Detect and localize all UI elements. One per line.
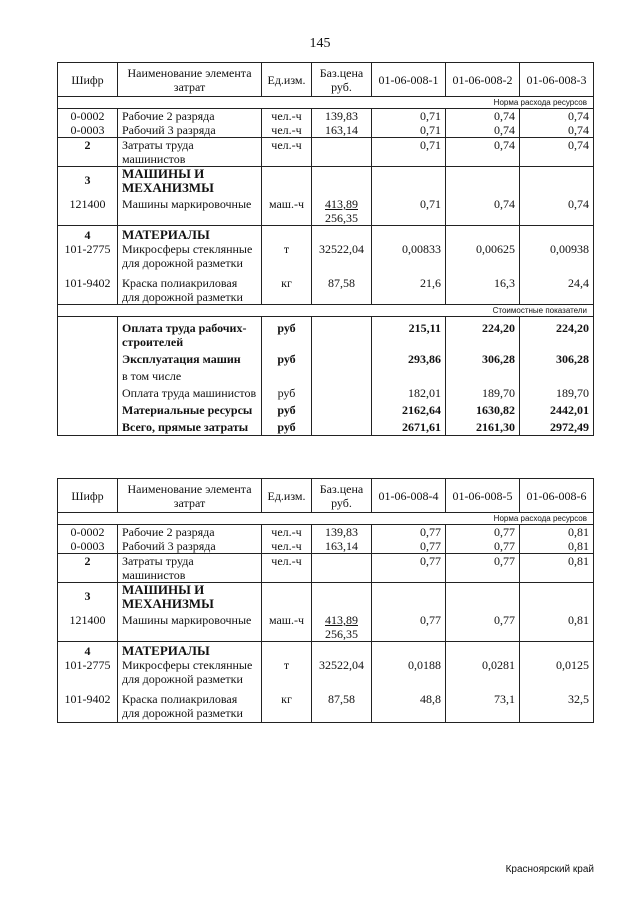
cell-code: 0-0003 — [58, 539, 118, 554]
header-col-1: 01-06-008-1 — [372, 63, 446, 97]
cell-value: 24,4 — [520, 270, 594, 305]
cell-value: 16,3 — [446, 270, 520, 305]
cell-code: 3 — [58, 583, 118, 612]
cell-value: 0,00625 — [446, 242, 520, 270]
cell-price — [312, 611, 372, 642]
summary-row — [58, 317, 594, 350]
cell-unit: чел.-ч — [262, 138, 312, 167]
cell-unit: т — [262, 658, 312, 686]
cell-value: 32,5 — [520, 686, 594, 723]
cell-price: 87,58 — [312, 270, 372, 305]
summary-name: Эксплуатация машин — [118, 349, 262, 366]
cell-value: 0,71 — [372, 138, 446, 167]
cell-code: 0-0003 — [58, 123, 118, 138]
cell-unit: маш.-ч — [262, 195, 312, 226]
table-row — [58, 109, 594, 124]
summary-value: 215,11 — [372, 317, 446, 350]
cell-code: 121400 — [58, 611, 118, 642]
cell-unit: т — [262, 242, 312, 270]
table-row — [58, 123, 594, 138]
cell-price: 87,58 — [312, 686, 372, 723]
summary-value: 306,28 — [520, 349, 594, 366]
summary-value: 2162,64 — [372, 400, 446, 417]
header-code: Шифр — [58, 63, 118, 97]
cell-value: 0,0281 — [446, 658, 520, 686]
summary-name: Оплата труда рабочих-строителей — [118, 317, 262, 350]
cell-code: 101-2775 — [58, 242, 118, 270]
header-col-2: 01-06-008-2 — [446, 63, 520, 97]
cell-code: 3 — [58, 167, 118, 196]
cell-value: 73,1 — [446, 686, 520, 723]
cell-value: 48,8 — [372, 686, 446, 723]
header-name: Наименование элемента затрат — [118, 63, 262, 97]
cell-price: 163,14 — [312, 123, 372, 138]
header-unit: Ед.изм. — [262, 479, 312, 513]
cell-name: Рабочие 2 разряда — [118, 525, 262, 540]
summary-row — [58, 366, 594, 383]
header-col-3: 01-06-008-3 — [520, 63, 594, 97]
header-price: Баз.цена руб. — [312, 479, 372, 513]
header-col-1: 01-06-008-4 — [372, 479, 446, 513]
table-row — [58, 539, 594, 554]
cell-value: 0,0125 — [520, 658, 594, 686]
summary-row — [58, 349, 594, 366]
cell-price — [312, 138, 372, 167]
section-title: МАТЕРИАЛЫ — [118, 226, 262, 243]
cell-unit: чел.-ч — [262, 539, 312, 554]
summary-unit: руб — [262, 417, 312, 436]
cell-value: 0,77 — [372, 554, 446, 583]
summary-value: 2442,01 — [520, 400, 594, 417]
table-header-row — [58, 479, 594, 513]
header-name: Наименование элемента затрат — [118, 479, 262, 513]
cell-value: 0,81 — [520, 539, 594, 554]
table-row — [58, 658, 594, 686]
summary-unit: руб — [262, 317, 312, 350]
cell-value: 0,74 — [446, 138, 520, 167]
cell-value: 0,77 — [372, 525, 446, 540]
cell-unit: кг — [262, 270, 312, 305]
cell-value: 0,74 — [520, 109, 594, 124]
header-code: Шифр — [58, 479, 118, 513]
cell-code: 121400 — [58, 195, 118, 226]
cell-value: 0,74 — [446, 109, 520, 124]
cell-price: 139,83 — [312, 109, 372, 124]
cell-name: Краска полиакриловая для дорожной разметки — [118, 270, 262, 305]
header-col-3: 01-06-008-6 — [520, 479, 594, 513]
cell-name: Рабочий 3 разряда — [118, 539, 262, 554]
summary-value: 2671,61 — [372, 417, 446, 436]
cell-code: 4 — [58, 226, 118, 243]
cell-value: 0,77 — [446, 539, 520, 554]
cell-unit: чел.-ч — [262, 123, 312, 138]
cell-name: Микросферы стеклянные для дорожной разметки — [118, 658, 262, 686]
cell-code: 0-0002 — [58, 109, 118, 124]
table-header-row — [58, 63, 594, 97]
cell-name: Машины маркировочные — [118, 611, 262, 642]
cell-value: 0,81 — [520, 554, 594, 583]
cell-value: 0,77 — [446, 611, 520, 642]
cell-name: Краска полиакриловая для дорожной разметки — [118, 686, 262, 723]
summary-value: 2972,49 — [520, 417, 594, 436]
cell-value: 0,71 — [372, 109, 446, 124]
summary-unit: руб — [262, 400, 312, 417]
summary-row — [58, 383, 594, 400]
section-row — [58, 226, 594, 243]
cell-name: Машины маркировочные — [118, 195, 262, 226]
summary-row — [58, 417, 594, 436]
cell-code: 0-0002 — [58, 525, 118, 540]
summary-value: 189,70 — [520, 383, 594, 400]
cell-value: 0,74 — [520, 138, 594, 167]
section-title: МАШИНЫ И МЕХАНИЗМЫ — [118, 167, 262, 196]
cell-value: 0,77 — [372, 611, 446, 642]
cell-value: 0,00938 — [520, 242, 594, 270]
summary-name: Материальные ресурсы — [118, 400, 262, 417]
cell-price: 32522,04 — [312, 242, 372, 270]
cell-name: Микросферы стеклянные для дорожной разметки — [118, 242, 262, 270]
cell-price — [312, 195, 372, 226]
cell-name: Рабочие 2 разряда — [118, 109, 262, 124]
section-title: МАШИНЫ И МЕХАНИЗМЫ — [118, 583, 262, 612]
cell-price: 139,83 — [312, 525, 372, 540]
summary-value: 2161,30 — [446, 417, 520, 436]
cell-name: Затраты труда машинистов — [118, 554, 262, 583]
cell-unit: чел.-ч — [262, 554, 312, 583]
summary-name: Всего, прямые затраты — [118, 417, 262, 436]
cell-value: 0,74 — [446, 123, 520, 138]
cell-code: 2 — [58, 554, 118, 583]
summary-unit: руб — [262, 349, 312, 366]
summary-value: 224,20 — [520, 317, 594, 350]
cell-name: Затраты труда машинистов — [118, 138, 262, 167]
table-row — [58, 270, 594, 305]
header-price: Баз.цена руб. — [312, 63, 372, 97]
cell-value: 0,71 — [372, 123, 446, 138]
cell-unit: чел.-ч — [262, 525, 312, 540]
price-base: 256,35 — [325, 627, 358, 641]
cell-value: 21,6 — [372, 270, 446, 305]
table-row — [58, 686, 594, 723]
norm-label: Норма расхода ресурсов — [58, 513, 594, 525]
header-unit: Ед.изм. — [262, 63, 312, 97]
cell-price — [312, 554, 372, 583]
summary-value: 189,70 — [446, 383, 520, 400]
cell-value: 0,77 — [372, 539, 446, 554]
price-current: 413,89 — [325, 197, 358, 211]
cell-price: 163,14 — [312, 539, 372, 554]
cell-price: 32522,04 — [312, 658, 372, 686]
table-row — [58, 138, 594, 167]
table-row — [58, 242, 594, 270]
price-base: 256,35 — [325, 211, 358, 225]
cell-code: 101-9402 — [58, 686, 118, 723]
cell-code: 101-2775 — [58, 658, 118, 686]
table-row — [58, 554, 594, 583]
summary-value: 1630,82 — [446, 400, 520, 417]
footer-region: Красноярский край — [505, 864, 594, 875]
summary-value: 224,20 — [446, 317, 520, 350]
norm-table-2 — [57, 478, 594, 723]
section-row — [58, 167, 594, 196]
cell-value: 0,00833 — [372, 242, 446, 270]
section-title: МАТЕРИАЛЫ — [118, 642, 262, 659]
cell-unit: кг — [262, 686, 312, 723]
norm-label-row — [58, 513, 594, 525]
cell-name: Рабочий 3 разряда — [118, 123, 262, 138]
summary-value: 182,01 — [372, 383, 446, 400]
cell-value: 0,81 — [520, 525, 594, 540]
cell-unit: маш.-ч — [262, 611, 312, 642]
page-number: 145 — [309, 36, 331, 51]
cell-value: 0,0188 — [372, 658, 446, 686]
cost-label: Стоимостные показатели — [58, 305, 594, 317]
cell-value: 0,71 — [372, 195, 446, 226]
cell-value: 0,77 — [446, 525, 520, 540]
section-row — [58, 642, 594, 659]
summary-name: в том числе — [118, 366, 262, 383]
summary-row — [58, 400, 594, 417]
summary-unit: руб — [262, 383, 312, 400]
table-row — [58, 525, 594, 540]
norm-label: Норма расхода ресурсов — [58, 97, 594, 109]
cell-code: 2 — [58, 138, 118, 167]
cell-value: 0,81 — [520, 611, 594, 642]
cell-code: 4 — [58, 642, 118, 659]
section-row — [58, 583, 594, 612]
cell-unit: чел.-ч — [262, 109, 312, 124]
header-col-2: 01-06-008-5 — [446, 479, 520, 513]
table-row — [58, 195, 594, 226]
cell-code: 101-9402 — [58, 270, 118, 305]
price-current: 413,89 — [325, 613, 358, 627]
summary-value: 306,28 — [446, 349, 520, 366]
cell-value: 0,74 — [446, 195, 520, 226]
table-row — [58, 611, 594, 642]
cost-label-row — [58, 305, 594, 317]
cell-value: 0,77 — [446, 554, 520, 583]
norm-label-row — [58, 97, 594, 109]
cell-value: 0,74 — [520, 195, 594, 226]
cell-value: 0,74 — [520, 123, 594, 138]
summary-name: Оплата труда машинистов — [118, 383, 262, 400]
norm-table-1 — [57, 62, 594, 436]
summary-value: 293,86 — [372, 349, 446, 366]
